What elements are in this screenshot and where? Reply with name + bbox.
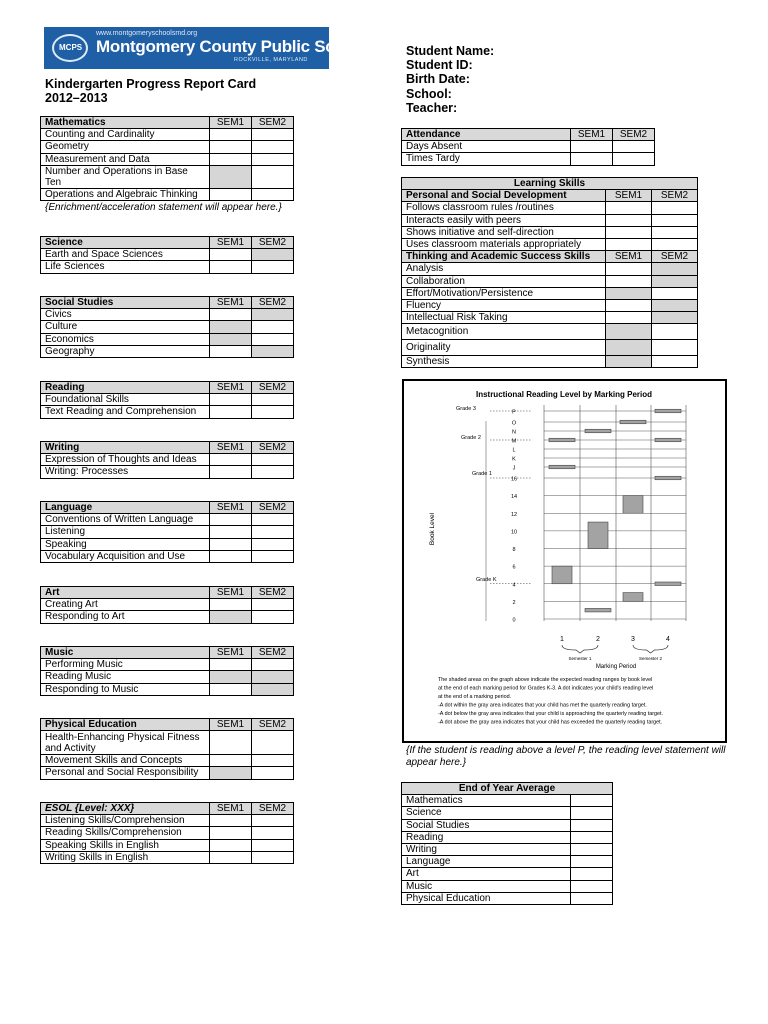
- grade-cell: [210, 767, 252, 779]
- reading-range-band: [655, 582, 681, 586]
- table-row: Text Reading and Comprehension: [41, 406, 210, 418]
- table-row: Economics: [41, 333, 210, 345]
- grade-cell: [606, 312, 652, 324]
- grade-cell: [652, 214, 698, 226]
- table-row: Collaboration: [402, 275, 606, 287]
- table-row: Uses classroom materials appropriately: [402, 238, 606, 250]
- average-cell: [571, 868, 613, 880]
- grade-cell: [252, 538, 294, 550]
- y-tick-label: N: [512, 429, 516, 436]
- grade-cell: [252, 394, 294, 406]
- y-tick-label: P: [512, 409, 516, 416]
- grade-cell: [252, 839, 294, 851]
- grade-cell: [571, 141, 613, 153]
- sem2-header: SEM2: [652, 190, 698, 202]
- sem1-header: SEM1: [210, 442, 252, 454]
- grade-cell: [606, 226, 652, 238]
- grade-cell: [606, 202, 652, 214]
- reading-level-chart: [402, 379, 727, 743]
- table-row: Intellectual Risk Taking: [402, 312, 606, 324]
- grade-cell: [606, 356, 652, 368]
- table-title: Writing: [41, 442, 210, 454]
- grade-cell: [210, 321, 252, 333]
- table-row: Writing Skills in English: [41, 851, 210, 863]
- end-of-year-table: [401, 782, 613, 905]
- reading-range-band: [585, 429, 611, 433]
- grade-cell: [252, 406, 294, 418]
- sem2-header: SEM2: [252, 237, 294, 249]
- y-tick-label: L: [512, 447, 516, 454]
- table-row: Shows initiative and self-direction: [402, 226, 606, 238]
- y-tick-label: 2: [512, 599, 516, 606]
- table-row: Expression of Thoughts and Ideas: [41, 454, 210, 466]
- grade-cell: [252, 827, 294, 839]
- y-axis-label: Book Level: [429, 512, 436, 546]
- birth-date-label: Birth Date:: [406, 72, 470, 87]
- y-tick-label: 6: [512, 564, 516, 571]
- grade-cell: [652, 226, 698, 238]
- sem1-header: SEM1: [210, 382, 252, 394]
- grade-cell: [210, 815, 252, 827]
- table-title: Learning Skills: [402, 178, 698, 190]
- school-label: School:: [406, 86, 452, 101]
- table-row: Creating Art: [41, 599, 210, 611]
- table-row: Reading Music: [41, 671, 210, 683]
- social-studies-table: [40, 296, 294, 358]
- grade-cell: [210, 514, 252, 526]
- reading-range-band: [623, 593, 643, 602]
- table-row: Performing Music: [41, 659, 210, 671]
- grade-cell: [210, 153, 252, 165]
- teacher-label: Teacher:: [406, 100, 458, 115]
- grade-cell: [210, 261, 252, 273]
- x-axis-label: Marking Period: [595, 664, 637, 670]
- average-cell: [571, 831, 613, 843]
- report-year: 2012–2013: [45, 91, 108, 105]
- grade-cell: [210, 659, 252, 671]
- grade-cell: [252, 321, 294, 333]
- chart-caption-line: -A dot below the gray area indicates that your child is approaching the quarterly reading target.: [438, 711, 664, 717]
- grade-cell: [652, 287, 698, 299]
- table-title: End of Year Average: [402, 783, 613, 795]
- sem2-header: SEM2: [252, 587, 294, 599]
- table-row: Writing: Processes: [41, 466, 210, 478]
- sem1-header: SEM1: [210, 237, 252, 249]
- sem2-header: SEM2: [252, 117, 294, 129]
- logo-url: www.montgomeryschoolsmd.org: [96, 30, 198, 37]
- grade-cell: [210, 333, 252, 345]
- report-title: Kindergarten Progress Report Card: [45, 77, 257, 91]
- grade-marker-label: Grade 3: [456, 406, 476, 412]
- y-tick-label: K: [512, 456, 516, 463]
- table-row: Life Sciences: [41, 261, 210, 273]
- chart-title: Instructional Reading Level by Marking Period: [475, 390, 653, 399]
- reading-range-band: [585, 608, 611, 612]
- table-row: Social Studies: [402, 819, 571, 831]
- chart-svg: [404, 381, 725, 741]
- table-row: Metacognition: [402, 324, 606, 340]
- table-row: Synthesis: [402, 356, 606, 368]
- table-row: Times Tardy: [402, 153, 571, 165]
- sem2-header: SEM2: [252, 647, 294, 659]
- grade-cell: [606, 214, 652, 226]
- chart-caption-line: at the end of each marking period for Grades K-3. A dot indicates your child's reading level: [438, 685, 654, 692]
- table-title: Science: [41, 237, 210, 249]
- art-table: [40, 586, 294, 624]
- chart-caption-line: -A dot above the gray area indicates that your child has exceeded the quarterly reading target.: [438, 719, 663, 726]
- grade-cell: [252, 767, 294, 779]
- grade-cell: [210, 827, 252, 839]
- grade-cell: [252, 611, 294, 623]
- sem1-header: SEM1: [210, 587, 252, 599]
- table-title: Social Studies: [41, 297, 210, 309]
- y-tick-label: 12: [510, 511, 518, 518]
- grade-marker-label: Grade K: [476, 576, 497, 583]
- table-row: Health-Enhancing Physical Fitness and Activity: [41, 731, 210, 755]
- student-name-label: Student Name:: [406, 44, 495, 58]
- table-row: Earth and Space Sciences: [41, 249, 210, 261]
- grade-cell: [613, 153, 655, 165]
- grade-cell: [252, 599, 294, 611]
- esol-table: [40, 802, 294, 864]
- mathematics-table: [40, 116, 294, 201]
- student-id-label: Student ID:: [406, 58, 473, 73]
- grade-cell: [210, 550, 252, 562]
- reading-level-note: {If the student is reading above a level P, the reading level statement will appear here.}: [406, 745, 726, 768]
- average-cell: [571, 880, 613, 892]
- table-row: Counting and Cardinality: [41, 129, 210, 141]
- grade-cell: [210, 611, 252, 623]
- table-row: Speaking: [41, 538, 210, 550]
- grade-cell: [210, 466, 252, 478]
- table-row: Geography: [41, 345, 210, 357]
- table-row: Writing: [402, 843, 571, 855]
- reading-table: [40, 381, 294, 419]
- grade-cell: [210, 165, 252, 188]
- music-table: [40, 646, 294, 696]
- average-cell: [571, 856, 613, 868]
- grade-cell: [252, 141, 294, 153]
- chart-caption-line: The shaded areas on the graph above indicate the expected reading ranges by book level: [438, 677, 653, 683]
- sem2-header: SEM2: [652, 251, 698, 263]
- grade-cell: [613, 141, 655, 153]
- grade-marker-label: Grade 1: [472, 471, 492, 477]
- grade-cell: [652, 263, 698, 275]
- grade-cell: [210, 526, 252, 538]
- table-row: Reading Skills/Comprehension: [41, 827, 210, 839]
- table-title: Attendance: [402, 129, 571, 141]
- reading-range-band: [552, 566, 572, 584]
- sem2-header: SEM2: [252, 382, 294, 394]
- y-tick-label: 8: [512, 547, 516, 553]
- grade-cell: [210, 731, 252, 755]
- grade-cell: [252, 129, 294, 141]
- table-row: Measurement and Data: [41, 153, 210, 165]
- grade-cell: [652, 312, 698, 324]
- grade-cell: [210, 538, 252, 550]
- grade-cell: [252, 550, 294, 562]
- sem2-header: SEM2: [252, 502, 294, 514]
- grade-cell: [652, 299, 698, 311]
- y-tick-label: J: [512, 465, 516, 472]
- physical-education-table: [40, 718, 294, 780]
- table-row: Reading: [402, 831, 571, 843]
- writing-table: [40, 441, 294, 479]
- grade-cell: [252, 755, 294, 767]
- grade-cell: [210, 755, 252, 767]
- y-tick-label: 14: [510, 494, 518, 501]
- grade-cell: [252, 454, 294, 466]
- grade-cell: [606, 275, 652, 287]
- table-row: Interacts easily with peers: [402, 214, 606, 226]
- table-row: Listening Skills/Comprehension: [41, 815, 210, 827]
- table-row: Foundational Skills: [41, 394, 210, 406]
- grade-cell: [652, 275, 698, 287]
- reading-range-band: [655, 409, 681, 413]
- y-tick-label: M: [511, 438, 517, 445]
- grade-cell: [210, 249, 252, 261]
- enrichment-note: {Enrichment/acceleration statement will appear here.}: [45, 202, 282, 213]
- grade-cell: [252, 261, 294, 273]
- table-row: Science: [402, 807, 571, 819]
- average-cell: [571, 819, 613, 831]
- average-cell: [571, 843, 613, 855]
- table-row: Operations and Algebraic Thinking: [41, 188, 210, 200]
- grade-cell: [252, 526, 294, 538]
- table-title: ESOL {Level: XXX}: [41, 803, 210, 815]
- semester-brace: [562, 645, 598, 653]
- language-table: [40, 501, 294, 563]
- learning-skills-table: [401, 177, 698, 368]
- grade-cell: [652, 340, 698, 356]
- grade-cell: [252, 309, 294, 321]
- reading-range-band: [620, 420, 646, 424]
- grade-cell: [210, 599, 252, 611]
- sem1-header: SEM1: [210, 502, 252, 514]
- section-title: Personal and Social Development: [402, 190, 606, 202]
- table-row: Follows classroom rules /routines: [402, 202, 606, 214]
- table-row: Geometry: [41, 141, 210, 153]
- sem1-header: SEM1: [210, 117, 252, 129]
- table-row: Days Absent: [402, 141, 571, 153]
- sem2-header: SEM2: [252, 803, 294, 815]
- grade-cell: [210, 141, 252, 153]
- average-cell: [571, 807, 613, 819]
- grade-cell: [252, 345, 294, 357]
- grade-cell: [571, 153, 613, 165]
- grade-cell: [252, 731, 294, 755]
- grade-cell: [252, 659, 294, 671]
- attendance-table: [401, 128, 655, 166]
- table-row: Responding to Music: [41, 683, 210, 695]
- average-cell: [571, 795, 613, 807]
- chart-caption-line: -A dot within the gray area indicates that your child has met the quarterly reading target.: [438, 702, 647, 709]
- y-tick-label: O: [511, 420, 517, 427]
- grade-cell: [210, 683, 252, 695]
- semester-label: Semester 2: [638, 656, 663, 661]
- grade-cell: [652, 356, 698, 368]
- grade-cell: [252, 671, 294, 683]
- table-row: Conventions of Written Language: [41, 514, 210, 526]
- table-row: Effort/Motivation/Persistence: [402, 287, 606, 299]
- table-row: Responding to Art: [41, 611, 210, 623]
- table-row: Music: [402, 880, 571, 892]
- table-title: Physical Education: [41, 719, 210, 731]
- y-tick-label: 4: [512, 582, 516, 589]
- reading-range-band: [588, 522, 608, 548]
- table-row: Number and Operations in Base Ten: [41, 165, 210, 188]
- grade-cell: [210, 309, 252, 321]
- sem1-header: SEM1: [210, 719, 252, 731]
- table-row: Civics: [41, 309, 210, 321]
- grade-cell: [606, 340, 652, 356]
- y-tick-label: 16: [510, 476, 518, 483]
- reading-range-band: [549, 438, 575, 442]
- grade-cell: [252, 683, 294, 695]
- table-row: Speaking Skills in English: [41, 839, 210, 851]
- grade-cell: [252, 188, 294, 200]
- section-title: Thinking and Academic Success Skills: [402, 251, 606, 263]
- x-tick-label: 3: [631, 636, 635, 643]
- grade-cell: [252, 466, 294, 478]
- table-title: Music: [41, 647, 210, 659]
- table-row: Physical Education: [402, 892, 571, 904]
- grade-cell: [210, 839, 252, 851]
- grade-cell: [252, 153, 294, 165]
- table-row: Personal and Social Responsibility: [41, 767, 210, 779]
- grade-cell: [606, 263, 652, 275]
- reading-range-band: [549, 465, 575, 469]
- logo-location: ROCKVILLE, MARYLAND: [234, 57, 308, 63]
- reading-range-band: [623, 496, 643, 514]
- grade-cell: [606, 238, 652, 250]
- sem2-header: SEM2: [252, 719, 294, 731]
- grade-cell: [210, 129, 252, 141]
- grade-cell: [252, 333, 294, 345]
- sem1-header: SEM1: [210, 297, 252, 309]
- grade-cell: [606, 287, 652, 299]
- grade-cell: [652, 324, 698, 340]
- table-row: Listening: [41, 526, 210, 538]
- table-title: Art: [41, 587, 210, 599]
- logo-school-name: Montgomery County Public Schools: [96, 37, 379, 56]
- table-row: Culture: [41, 321, 210, 333]
- grade-cell: [606, 299, 652, 311]
- sem1-header: SEM1: [606, 251, 652, 263]
- grade-cell: [252, 851, 294, 863]
- sem1-header: SEM1: [210, 647, 252, 659]
- table-row: Language: [402, 856, 571, 868]
- sem2-header: SEM2: [613, 129, 655, 141]
- grade-cell: [210, 188, 252, 200]
- table-row: Analysis: [402, 263, 606, 275]
- y-tick-label: 0: [512, 617, 516, 624]
- sem1-header: SEM1: [571, 129, 613, 141]
- grade-cell: [210, 406, 252, 418]
- sem2-header: SEM2: [252, 442, 294, 454]
- grade-cell: [210, 671, 252, 683]
- school-logo: [44, 27, 379, 69]
- grade-cell: [652, 202, 698, 214]
- table-title: Language: [41, 502, 210, 514]
- table-row: Mathematics: [402, 795, 571, 807]
- grade-cell: [252, 815, 294, 827]
- student-info: [406, 44, 494, 115]
- grade-cell: [210, 454, 252, 466]
- y-tick-label: 10: [510, 529, 518, 536]
- table-row: Art: [402, 868, 571, 880]
- semester-brace: [633, 645, 668, 653]
- grade-cell: [252, 249, 294, 261]
- grade-cell: [210, 394, 252, 406]
- table-row: Fluency: [402, 299, 606, 311]
- table-title: Reading: [41, 382, 210, 394]
- table-title: Mathematics: [41, 117, 210, 129]
- sem2-header: SEM2: [252, 297, 294, 309]
- sem1-header: SEM1: [210, 803, 252, 815]
- semester-label: Semester 1: [568, 656, 592, 661]
- x-tick-label: 4: [666, 636, 670, 643]
- table-row: Vocabulary Acquisition and Use: [41, 550, 210, 562]
- grade-marker-label: Grade 2: [461, 435, 481, 441]
- x-tick-label: 2: [596, 636, 600, 643]
- grade-cell: [210, 851, 252, 863]
- grade-cell: [652, 238, 698, 250]
- grade-cell: [252, 165, 294, 188]
- average-cell: [571, 892, 613, 904]
- table-row: Movement Skills and Concepts: [41, 755, 210, 767]
- sem1-header: SEM1: [606, 190, 652, 202]
- grade-cell: [210, 345, 252, 357]
- grade-cell: [252, 514, 294, 526]
- chart-caption-line: at the end of a marking period.: [438, 694, 512, 700]
- reading-range-band: [655, 476, 681, 480]
- x-tick-label: 1: [560, 636, 564, 643]
- grade-cell: [606, 324, 652, 340]
- reading-range-band: [655, 438, 681, 442]
- table-row: Originality: [402, 340, 606, 356]
- science-table: [40, 236, 294, 274]
- seal-text: MCPS: [59, 43, 83, 52]
